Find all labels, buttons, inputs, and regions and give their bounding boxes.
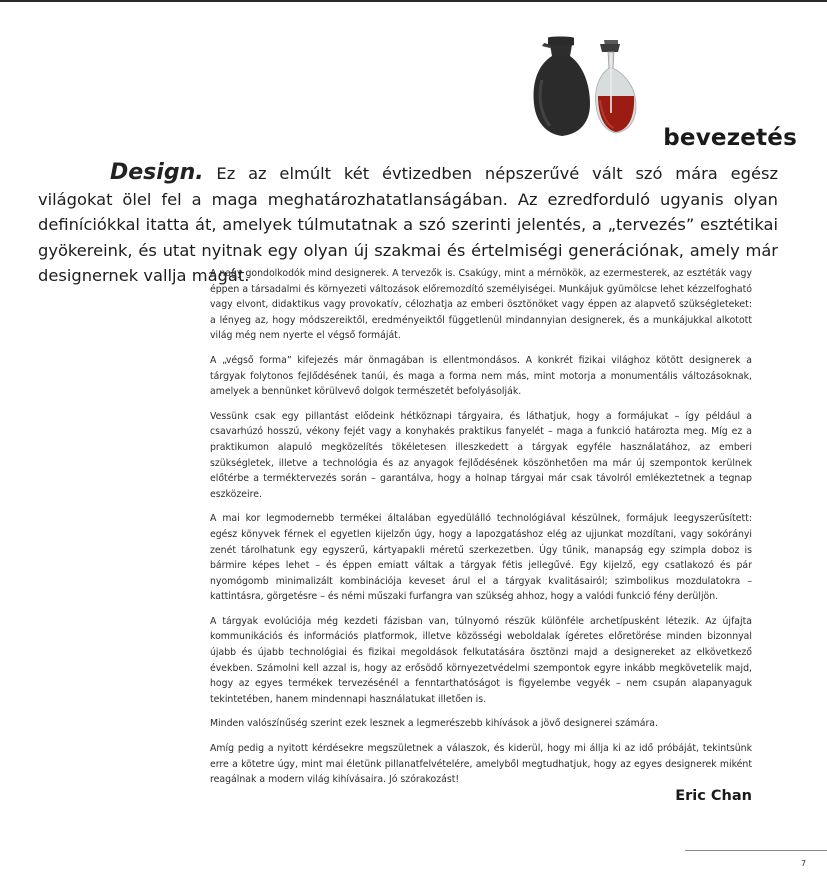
- author-signature: Eric Chan: [675, 788, 752, 804]
- carafe-pair-icon: [528, 30, 648, 140]
- top-rule: [0, 0, 827, 2]
- body-paragraph: Minden valószínűség szerint ezek lesznek a legmerészebb kihívások a jövő designerei számára.: [210, 718, 659, 730]
- body-paragraph: A nagy gondolkodók mind designerek. A tervezők is. Csakúgy, mint a mérnökök, az ezermesterek, az esztéták vagy éppen a társadalmi és környezeti változások előremozdító személyiségei. Munkájuk gyümölcse lehet kézzelfogható vagy elvont, didaktikus vagy provokatív, célozhatja az emberi ösztönöket vagy éppen az alapvető szükségleteket: a lényeg az, hogy módszereiktől, eredményeiktől függetlenül mindannyian designerek, és a munkájukkal alkotott világ még nem nyerte el végső formáját.: [210, 268, 752, 342]
- body-paragraph: A mai kor legmodernebb termékei általában egyedülálló technológiával készülnek, formájuk leegyszerűsített: egész könyvek férnek el egyetlen kijelzőn úgy, hogy a lapozgatáshoz elég az ujjunkat mozdítani, vagy sokórányi zenét tárolhatunk egy egyszerű, kártyapakli méretű szerkezetben. Úgy tűnik, manapság egy szimpla doboz is bármire képes lehet – és éppen emiatt váltak a tárgyak fétis jellegűvé. Egy kijelző, egy csatlakozó és pár nyomógomb minimalizált kombinációja keveset árul el a tárgyak kvalitásairól; szimbolikus mozdulatokra – kattintásra, görgetésre – és némi műszaki furfangra van szükség ahhoz, hogy a valódi funkció fény derüljön.: [210, 513, 752, 603]
- body-text: [210, 266, 752, 797]
- lead-emphasis: Design.: [110, 160, 204, 185]
- section-title: bevezetés: [663, 125, 797, 151]
- body-paragraph: A „végső forma” kifejezés már önmagában is ellentmondásos. A konkrét fizikai világhoz kötött designerek a tárgyak folytonos fejlődésének tanúi, és maga a forma nem más, mint motorja a monumentális változásoknak, amelyek a bennünket körülvevő dolgok természetét befolyásolják.: [210, 354, 752, 398]
- page-number: 7: [801, 859, 807, 868]
- body-paragraph: Vessünk csak egy pillantást elődeink hétköznapi tárgyaira, és láthatjuk, hogy a formájukat – így például a csavarhúzó hosszú, vékony fejét vagy a konyhakés praktikus fanyelét – maga a funkció határozta meg. Míg ez a praktikumon alapuló megközelítés tökéletesen illeszkedett a tárgyak egyféle használatához, az emberi szükségletek, illetve a technológia és az anyagok fejlődésének köszönhetően ma már új szempontok kerülnek előtérbe a terméktervezés során – garantálva, hogy a holnap tárgyai már csak távolról emlékeztetnek a tegnap eszközeire.: [210, 410, 752, 500]
- body-paragraph: Amíg pedig a nyitott kérdésekre megszületnek a válaszok, és kiderül, hogy mi állja ki az idő próbáját, tekintsünk erre a kötetre úgy, mint mai életünk pillanatfelvételére, amelyből megtudhatjuk, hogy az egyes designerek miként reagálnak a modern világ kihívásaira. Jó szórakozást!: [210, 743, 752, 786]
- body-paragraph: A tárgyak evolúciója még kezdeti fázisban van, túlnyomó részük különféle archetípusként létezik. Az újfajta kommunikációs és információs platformok, illetve közösségi weboldalak ígéretes előretörése minden bizonnyal újabb és újabb technológiai és fizikai megoldások felkutatására ösztönzi majd a designereket az elkövetkező években. Számolni kell azzal is, hogy az erősödő környezetvédelmi szempontok egyre inkább megkövetelik majd, hogy az egyes termékek tervezésénél a fenntarthatóságot is figyelembe vegyék – nem csupán alapanyaguk tekintetében, hanem mindennapi használatukat illetően is.: [210, 615, 752, 705]
- lead-text: Ez az elmúlt két évtizedben népszerűvé vált szó mára egész világokat ölel fel a maga meghatározhatatlanságában. Az ezredforduló ugyanis olyan definíciókkal itatta át, amelyek túlmutatnak a szó szerinti jelentés, a „tervezés” esztétikai gyökereink, és utat nyitnak egy olyan új szakmai és értelmiségi generációnak, amely már designernek vallja magát.: [38, 164, 778, 285]
- footer-rule: [685, 850, 827, 851]
